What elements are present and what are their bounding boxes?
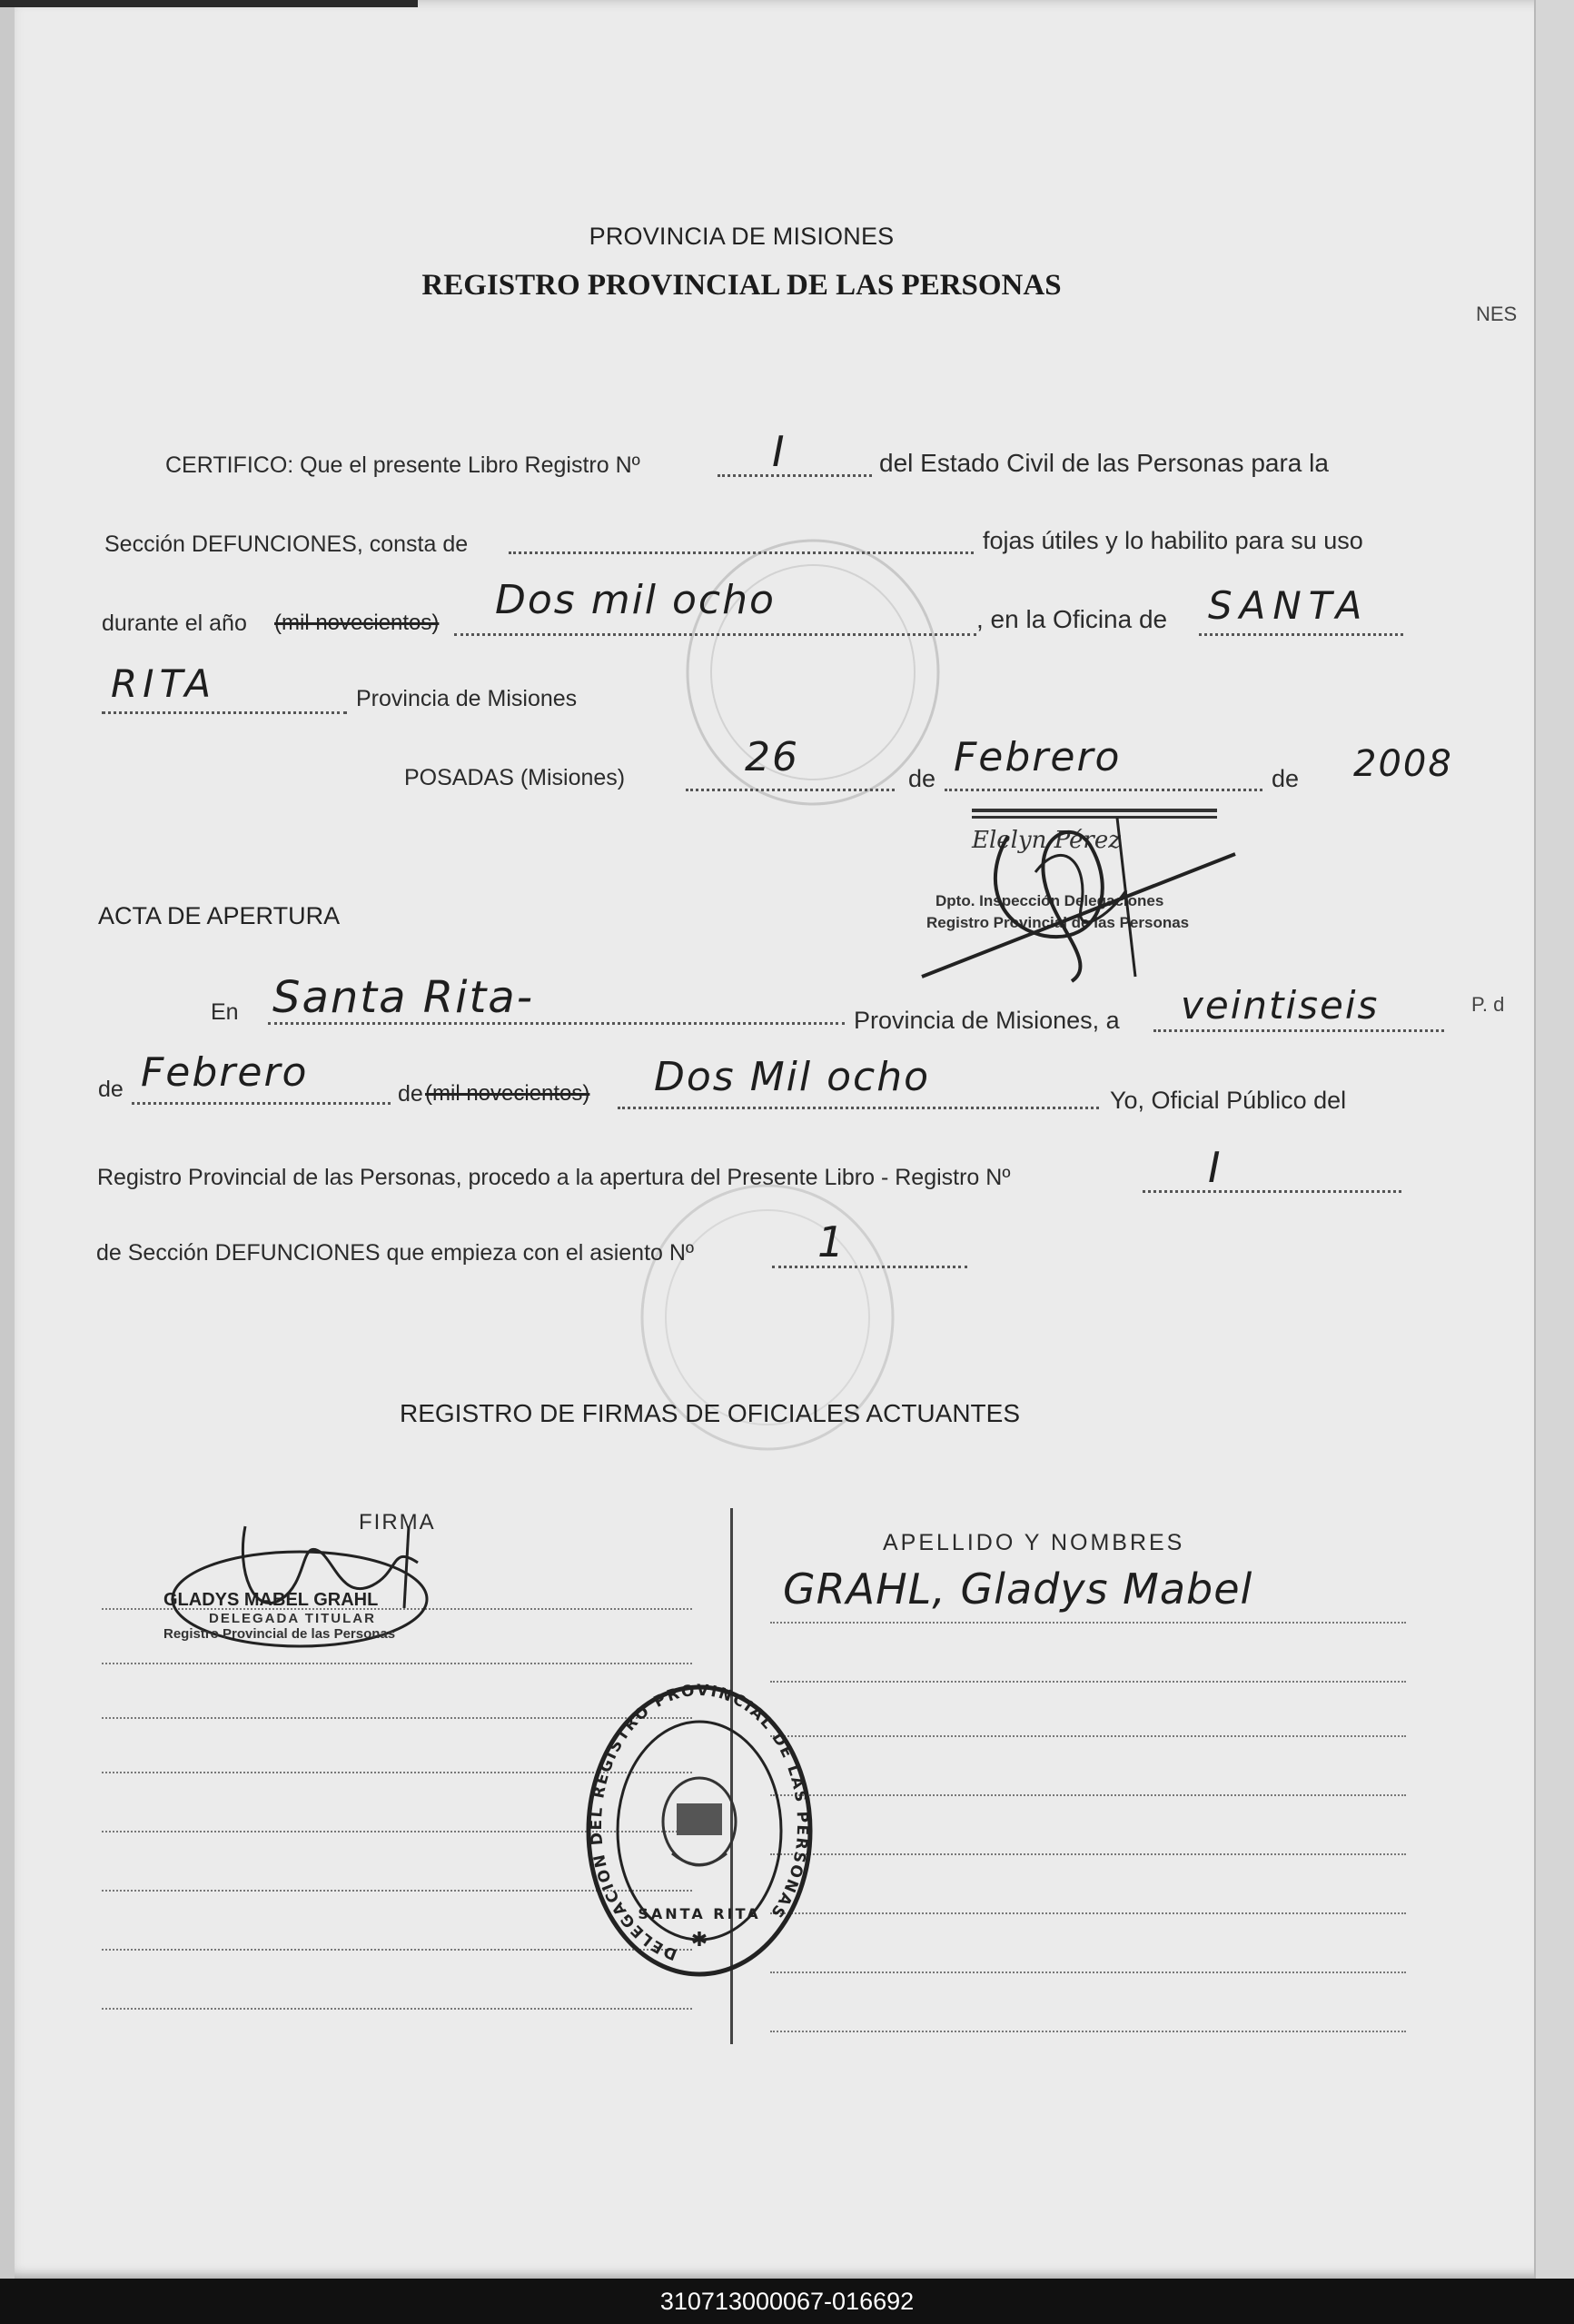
acta-line3: Registro Provincial de las Personas, procedo a la apertura del Presente Libro - Registro Nº (97, 1165, 1011, 1190)
nombre-row (770, 1971, 1406, 1973)
firma-row (102, 2008, 692, 2010)
nombres-column-header: APELLIDO Y NOMBRES (883, 1530, 1185, 1555)
cert-line3-suffix: , en la Oficina de (976, 605, 1168, 633)
seal-ring-text: DELEGACION DEL REGISTRO PROVINCIAL DE LAS PERSONAS (588, 1681, 812, 1963)
acta-dia-blank (1153, 1029, 1444, 1032)
cert-de-1: de (908, 765, 936, 792)
stamp-official-role: Dpto. Inspección Delegaciones (935, 892, 1164, 909)
acta-localidad-handwritten: Santa Rita- (272, 972, 535, 1023)
cert-place: POSADAS (Misiones) (404, 765, 626, 790)
acta-oficial-text: Yo, Oficial Público del (1110, 1087, 1347, 1114)
cert-line1-suffix: del Estado Civil de las Personas para la (879, 449, 1329, 477)
firma-column-header: FIRMA (359, 1510, 436, 1534)
nombre-row (770, 2031, 1406, 2032)
cert-struck-text: (mil novecientos) (274, 611, 440, 635)
footer-id: 310713000067-016692 (659, 2288, 915, 2315)
nombre-row (770, 1912, 1406, 1914)
nombre-row (770, 1853, 1406, 1855)
cert-line2-prefix: Sección DEFUNCIONES, consta de (104, 531, 469, 557)
cert-oficina-blank (1199, 633, 1403, 636)
nombre-row (770, 1622, 1406, 1624)
registry-heading: REGISTRO PROVINCIAL DE LAS PERSONAS (421, 269, 1062, 302)
delegada-stamp-name: GLADYS MABEL GRAHL (163, 1590, 379, 1610)
top-binding-line (0, 0, 418, 7)
province-heading: PROVINCIA DE MISIONES (589, 223, 895, 250)
cert-libro-blank (718, 474, 872, 477)
cert-month-handwritten: Febrero (954, 734, 1122, 780)
cert-anio-blank (454, 633, 976, 636)
acta-title: ACTA DE APERTURA (98, 902, 341, 929)
delegacion-round-seal (581, 1681, 817, 1981)
acta-asiento-handwritten: 1 (817, 1217, 846, 1266)
acta-struck-text: (mil novecientos) (425, 1081, 590, 1106)
margin-fragment-right: P. d (1471, 993, 1505, 1016)
acta-asiento-blank (772, 1266, 967, 1268)
acta-libro-number: I (1208, 1143, 1223, 1192)
cert-line1-prefix: CERTIFICO: Que el presente Libro Registro Nº (165, 452, 640, 478)
cert-line2-suffix: fojas útiles y lo habilito para su uso (983, 527, 1363, 554)
cert-day-blank (686, 789, 895, 791)
cert-oficina-blank-2 (102, 711, 347, 714)
stamp-official-office: Registro Provincial de las Personas (926, 914, 1190, 931)
cert-fojas-blank (509, 551, 974, 554)
cert-oficina-handwritten-2: RITA (111, 661, 217, 706)
seal-star-icon: ✱ (690, 1929, 708, 1952)
seal-coat-of-arms (663, 1778, 736, 1865)
official-signature (908, 781, 1253, 999)
margin-fragment-top: NES (1476, 303, 1518, 325)
acta-de-2: de (398, 1081, 423, 1107)
acta-line4: de Sección DEFUNCIONES que empieza con el asiento Nº (96, 1240, 695, 1266)
stamp-official-name: Elelyn Pérez (972, 827, 1121, 854)
acta-mes-handwritten: Febrero (141, 1049, 309, 1096)
delegada-stamp-role: DELEGADA TITULAR (209, 1611, 376, 1626)
acta-dia-handwritten: veintiseis (1181, 983, 1380, 1028)
seal-bottom-text: SANTA RITA (638, 1905, 761, 1922)
footer-id-bar (0, 2279, 1574, 2324)
cert-line3-prefix: durante el año (102, 611, 247, 636)
cert-year-handwritten: 2008 (1353, 743, 1453, 785)
nombre-row (770, 1681, 1406, 1683)
delegada-stamp (163, 1590, 472, 1642)
acta-anio-blank (618, 1107, 1099, 1109)
firmas-title: REGISTRO DE FIRMAS DE OFICIALES ACTUANTES (400, 1399, 1020, 1427)
acta-libro-blank (1143, 1190, 1401, 1193)
acta-de-1: de (98, 1077, 124, 1102)
cert-libro-number: I (772, 427, 787, 476)
cert-anio-handwritten: Dos mil ocho (495, 577, 776, 623)
cert-de-2: de (1272, 765, 1300, 792)
page-right-edge (1534, 0, 1574, 2279)
nombre-handwritten: GRAHL, Gladys Mabel (783, 1564, 1253, 1614)
cert-day-handwritten: 26 (745, 734, 799, 780)
page-left-edge (0, 0, 15, 2279)
acta-en: En (211, 999, 239, 1025)
acta-anio-handwritten: Dos Mil ocho (654, 1054, 931, 1100)
acta-provincia-text: Provincia de Misiones, a (854, 1007, 1120, 1034)
delegada-stamp-office: Registro Provincial de las Personas (163, 1626, 396, 1642)
firma-row (102, 1663, 692, 1664)
cert-line4-suffix: Provincia de Misiones (356, 686, 578, 711)
nombre-row (770, 1735, 1406, 1737)
cert-oficina-handwritten-1: SANTA (1208, 583, 1370, 628)
acta-mes-blank (132, 1102, 391, 1105)
nombre-row (770, 1794, 1406, 1796)
